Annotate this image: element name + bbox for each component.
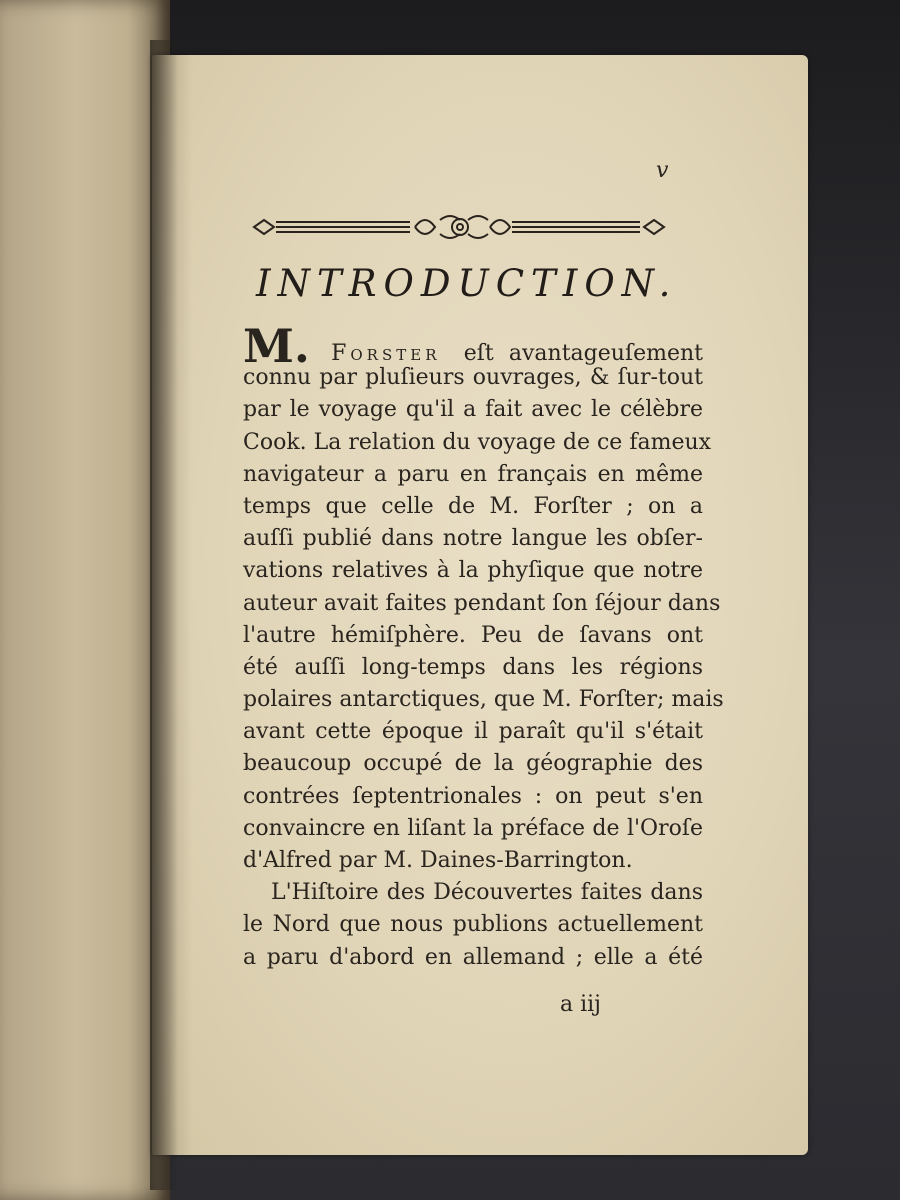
- text-line: avant cette époque il paraît qu'il s'était: [243, 719, 703, 745]
- paragraph-line: a paru d'abord en allemand ; elle a été: [243, 944, 703, 970]
- decorative-headband-icon: [250, 210, 670, 244]
- text-line: été auſſi long-temps dans les régions: [243, 654, 703, 680]
- signature-mark: a iij: [560, 992, 602, 1017]
- paragraph-line: le Nord que nous publions actuellement: [243, 912, 703, 938]
- first-line: [243, 319, 703, 373]
- text-line: auteur avait faites pendant ſon ſéjour dans: [243, 590, 721, 616]
- page-number: v: [656, 158, 669, 183]
- text-line: navigateur a paru en français en même: [243, 461, 703, 487]
- author-name: Forster: [331, 341, 441, 366]
- text-line: contrées ſeptentrionales : on peut s'en: [243, 783, 703, 809]
- text-line: connu par pluſieurs ouvrages, & ſur-tout: [243, 365, 703, 391]
- text-line: d'Alfred par M. Daines-Barrington.: [243, 848, 633, 873]
- spine-shadow: [150, 40, 178, 1190]
- text-line: par le voyage qu'il a fait avec le célèbre: [243, 397, 703, 423]
- paragraph-line: L'Hiſtoire des Découvertes faites dans: [271, 880, 703, 906]
- first-line-rest: eſt avantageuſement: [463, 341, 703, 366]
- text-line: l'autre hémiſphère. Peu de ſavans ont: [243, 622, 703, 648]
- text-line: temps que celle de M. Forſter ; on a: [243, 493, 703, 519]
- drop-cap: M.: [243, 319, 310, 373]
- text-line: polaires antarctiques, que M. Forſter; mais: [243, 687, 724, 713]
- text-line: beaucoup occupé de la géographie des: [243, 751, 703, 777]
- chapter-heading: INTRODUCTION.: [256, 262, 678, 305]
- body-text: [243, 319, 724, 974]
- text-line: Cook. La relation du voyage de ce fameux: [243, 429, 712, 455]
- text-line: convaincre en liſant la préface de l'Oroſe: [243, 815, 703, 841]
- text-line: vations relatives à la phyſique que notre: [243, 558, 703, 584]
- left-facing-page: [0, 0, 170, 1200]
- text-line: auſſi publié dans notre langue les obſer-: [243, 526, 703, 552]
